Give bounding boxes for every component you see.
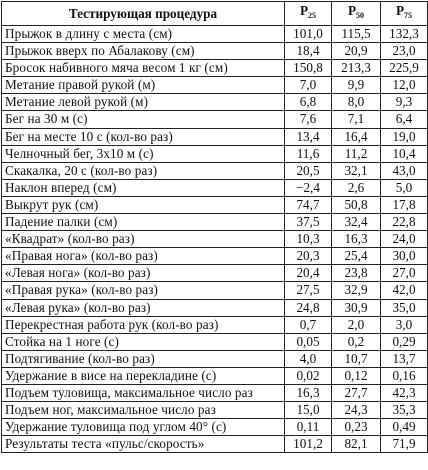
header-p75 <box>381 2 428 26</box>
p25-cell: 150,8 <box>285 60 332 77</box>
p50-cell: 25,4 <box>332 248 381 265</box>
p50-cell: 0,12 <box>332 367 381 384</box>
procedure-cell: Удержание туловища под углом 40° (с) <box>2 419 285 436</box>
p25-cell: 7,6 <box>285 111 332 128</box>
p25-cell: 101,2 <box>285 436 332 453</box>
table-row <box>2 282 428 299</box>
procedure-cell: «Квадрат» (кол-во раз) <box>2 231 285 248</box>
p25-cell: 20,4 <box>285 265 332 282</box>
p50-cell: 2,6 <box>332 179 381 196</box>
p25-cell: 11,6 <box>285 145 332 162</box>
p25-cell: 0,02 <box>285 367 332 384</box>
p50-cell: 8,0 <box>332 94 381 111</box>
p25-cell: 6,8 <box>285 94 332 111</box>
header-p75-sub: 75 <box>404 11 413 20</box>
p50-cell: 16,3 <box>332 231 381 248</box>
header-p75-base: P <box>395 3 405 18</box>
header-p25-base: P <box>299 3 309 18</box>
procedure-cell: Подъем туловища, максимальное число раз <box>2 384 285 401</box>
p50-cell: 23,8 <box>332 265 381 282</box>
p75-cell: 13,7 <box>381 350 428 367</box>
p50-cell: 213,3 <box>332 60 381 77</box>
p50-cell: 50,8 <box>332 196 381 213</box>
p75-cell: 6,4 <box>381 111 428 128</box>
p75-cell: 12,0 <box>381 77 428 94</box>
header-p50 <box>332 2 381 26</box>
p50-cell: 0,23 <box>332 419 381 436</box>
p25-cell: 10,3 <box>285 231 332 248</box>
p25-cell: 101,0 <box>285 26 332 43</box>
p75-cell: 35,0 <box>381 299 428 316</box>
table-row <box>2 111 428 128</box>
procedure-cell: «Левая рука» (кол-во раз) <box>2 299 285 316</box>
p75-cell: 42,3 <box>381 384 428 401</box>
procedure-cell: Стойка на 1 ноге (с) <box>2 333 285 350</box>
procedure-cell: Бег на 30 м (с) <box>2 111 285 128</box>
table-row <box>2 248 428 265</box>
table-row <box>2 299 428 316</box>
table-row <box>2 419 428 436</box>
procedure-cell: Удержание в висе на перекладине (с) <box>2 367 285 384</box>
p75-cell: 0,16 <box>381 367 428 384</box>
p25-cell: 4,0 <box>285 350 332 367</box>
procedure-cell: «Правая рука» (кол-во раз) <box>2 282 285 299</box>
p50-cell: 24,3 <box>332 402 381 419</box>
table-row <box>2 384 428 401</box>
procedure-cell: Прыжок вверх по Абалакову (см) <box>2 43 285 60</box>
p75-cell: 5,0 <box>381 179 428 196</box>
procedure-cell: Метание правой рукой (м) <box>2 77 285 94</box>
p25-cell: 37,5 <box>285 214 332 231</box>
p75-cell: 9,3 <box>381 94 428 111</box>
procedure-cell: Челночный бег, 3x10 м (с) <box>2 145 285 162</box>
p50-cell: 10,7 <box>332 350 381 367</box>
p50-cell: 9,9 <box>332 77 381 94</box>
table-row <box>2 214 428 231</box>
p25-cell: 20,3 <box>285 248 332 265</box>
header-procedure: Тестирующая процедура <box>2 2 285 26</box>
p75-cell: 0,29 <box>381 333 428 350</box>
p75-cell: 225,9 <box>381 60 428 77</box>
p75-cell: 22,8 <box>381 214 428 231</box>
table-row <box>2 94 428 111</box>
p75-cell: 23,0 <box>381 43 428 60</box>
p75-cell: 43,0 <box>381 162 428 179</box>
p25-cell: 24,8 <box>285 299 332 316</box>
procedure-cell: Перекрестная работа рук (кол-во раз) <box>2 316 285 333</box>
procedure-cell: Подтягивание (кол-во раз) <box>2 350 285 367</box>
p25-cell: 74,7 <box>285 196 332 213</box>
p75-cell: 35,3 <box>381 402 428 419</box>
table-row <box>2 179 428 196</box>
table-row <box>2 128 428 145</box>
p25-cell: 0,7 <box>285 316 332 333</box>
procedure-cell: «Левая нога» (кол-во раз) <box>2 265 285 282</box>
p25-cell: 27,5 <box>285 282 332 299</box>
p75-cell: 71,9 <box>381 436 428 453</box>
header-p25 <box>285 2 332 26</box>
p75-cell: 3,0 <box>381 316 428 333</box>
p75-cell: 0,49 <box>381 419 428 436</box>
p25-cell: −2,4 <box>285 179 332 196</box>
p50-cell: 27,7 <box>332 384 381 401</box>
header-p50-base: P <box>347 3 357 18</box>
p50-cell: 20,9 <box>332 43 381 60</box>
header-row <box>2 2 428 26</box>
table-row <box>2 60 428 77</box>
p75-cell: 19,0 <box>381 128 428 145</box>
p50-cell: 30,9 <box>332 299 381 316</box>
procedure-cell: Метание левой рукой (м) <box>2 94 285 111</box>
table-row <box>2 316 428 333</box>
procedure-cell: Бег на месте 10 с (кол-во раз) <box>2 128 285 145</box>
table-row <box>2 350 428 367</box>
table-row <box>2 402 428 419</box>
p25-cell: 20,5 <box>285 162 332 179</box>
p25-cell: 15,0 <box>285 402 332 419</box>
procedure-cell: Бросок набивного мяча весом 1 кг (см) <box>2 60 285 77</box>
p75-cell: 27,0 <box>381 265 428 282</box>
p25-cell: 18,4 <box>285 43 332 60</box>
procedure-cell: Наклон вперед (см) <box>2 179 285 196</box>
table-row <box>2 436 428 453</box>
p50-cell: 32,4 <box>332 214 381 231</box>
header-p50-sub: 50 <box>356 11 365 20</box>
procedure-cell: Падение палки (см) <box>2 214 285 231</box>
p25-cell: 0,11 <box>285 419 332 436</box>
table-row <box>2 333 428 350</box>
p50-cell: 115,5 <box>332 26 381 43</box>
p25-cell: 13,4 <box>285 128 332 145</box>
percentile-table-container <box>1 1 428 453</box>
percentile-table <box>1 1 428 453</box>
procedure-cell: Результаты теста «пульс/скорость» <box>2 436 285 453</box>
p50-cell: 32,9 <box>332 282 381 299</box>
p75-cell: 30,0 <box>381 248 428 265</box>
table-row <box>2 145 428 162</box>
table-row <box>2 77 428 94</box>
table-row <box>2 26 428 43</box>
header-p25-sub: 25 <box>308 11 317 20</box>
p75-cell: 24,0 <box>381 231 428 248</box>
p50-cell: 7,1 <box>332 111 381 128</box>
table-row <box>2 265 428 282</box>
procedure-cell: «Правая нога» (кол-во раз) <box>2 248 285 265</box>
p75-cell: 132,3 <box>381 26 428 43</box>
p25-cell: 0,05 <box>285 333 332 350</box>
p50-cell: 16,4 <box>332 128 381 145</box>
table-body <box>2 26 428 453</box>
p25-cell: 16,3 <box>285 384 332 401</box>
procedure-cell: Выкрут рук (см) <box>2 196 285 213</box>
table-row <box>2 43 428 60</box>
p50-cell: 11,2 <box>332 145 381 162</box>
table-row <box>2 162 428 179</box>
procedure-cell: Подъем ног, максимальное число раз <box>2 402 285 419</box>
p50-cell: 0,2 <box>332 333 381 350</box>
procedure-cell: Прыжок в длину с места (см) <box>2 26 285 43</box>
p75-cell: 10,4 <box>381 145 428 162</box>
table-header <box>2 2 428 26</box>
table-row <box>2 367 428 384</box>
procedure-cell: Скакалка, 20 с (кол-во раз) <box>2 162 285 179</box>
p75-cell: 17,8 <box>381 196 428 213</box>
table-row <box>2 196 428 213</box>
p75-cell: 42,0 <box>381 282 428 299</box>
table-row <box>2 231 428 248</box>
p25-cell: 7,0 <box>285 77 332 94</box>
p50-cell: 2,0 <box>332 316 381 333</box>
p50-cell: 82,1 <box>332 436 381 453</box>
p50-cell: 32,1 <box>332 162 381 179</box>
